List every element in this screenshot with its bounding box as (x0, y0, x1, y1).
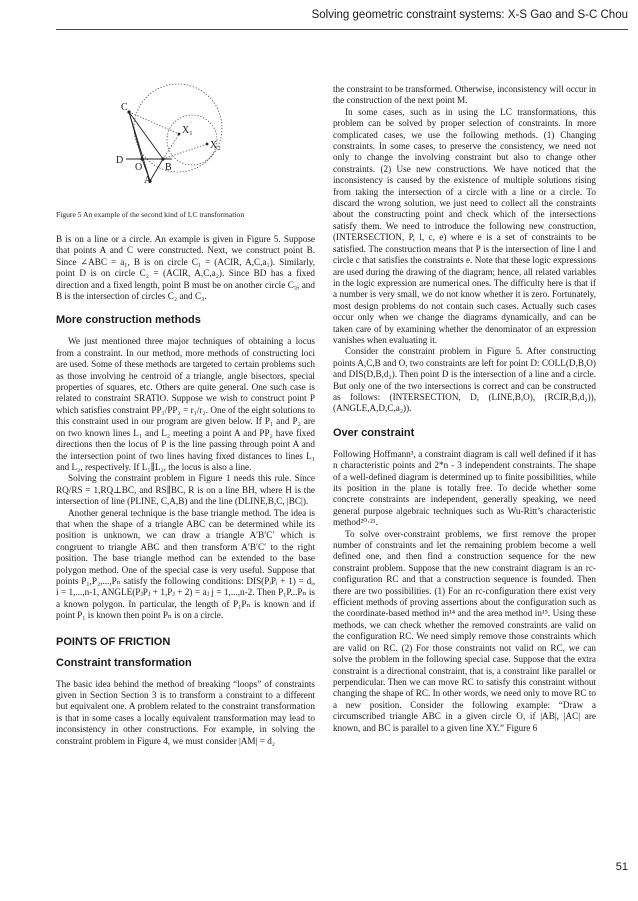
segment-b-x1 (163, 134, 179, 159)
paragraph-continuation: the constraint to be transformed. Otherwise, inconsistency will occur in the construction of the next point M. (333, 84, 596, 106)
paragraph-over-constraint-solving: To solve over-constraint problems, we first remove the proper number of constraints and let the remaining problem become a well defined one, and then find a construction sequence for the new constraint problem. Suppose that the new constraint diagram is an rc-configuration RC and that a construction sequence is founded. Then there are two possibilities. (1) For an rc-configuration there exist very efficient methods of proving assertions about the configuration such as the coordinate-based method in¹⁴ and the area method in¹⁵. Using these methods, we can check whether the removed constraints are valid on the configuration RC. We need simply remove those constraints which are valid on RC. (2) For those constraints not valid on RC, we can solve the problem in the following special case. Suppose that the extra constraint is a directional constraint, that is, a constraint like parallel or perpendicular. Then we can move RC to satisfy this constraint without changing the shape of RC. In other words, we need only to move RC to a new position. Consider the following example: “Draw a circumscribed triangle ABC in a given circle O, if |AB|, |AC| are known, and BC is parallel to a given line XY.” Figure 6 (333, 528, 596, 733)
paragraph-constraint-transformation: The basic idea behind the method of breaking “loops” of constraints given in Section Section 3 is to transform a constraint to a different but equivalent one. A problem related to the constraint transformation is that in some cases a locally equivalent transformation may lead to inconsistency in other constructions. For example, in solving the constraint problem in Figure 4, we must consider |AM| = d₂ (56, 678, 315, 746)
paragraph-locus-example: B is on a line or a circle. An example is given in Figure 5. Suppose that points A and C were constructed. Next, we construct point B. Since ∠ABC = a₁, B is on circle C₁ = (ACIR, A,C,a₁). Similarly, point D is on circle C₂ = (ACIR, A,C,a₂). Since BD has a fixed direction and a fixed length, point B must be on another circle C₃, and B is the intersection of circles C₂ and C₃. (56, 234, 315, 302)
segment-cd (129, 112, 142, 159)
figure-5-caption: Figure 5 An example of the second kind of LC transformation (56, 210, 245, 219)
paragraph-figure1-rule: Solving the constraint problem in Figure 1 needs this rule. Since RQ/RS = 1,RQ⊥BC, and RS∥BC, R is on a line BH, where H is the intersection of line (PLINE, C,A,B) and the line (DLINE,B,C, |BC|). (56, 473, 315, 507)
section-heading-more-construction: More construction methods (56, 314, 201, 327)
segment-ba (150, 159, 163, 181)
section-heading-points-of-friction: POINTS OF FRICTION (56, 635, 171, 648)
header-rule (56, 29, 628, 30)
label-a: A (144, 175, 152, 184)
left-column (56, 210, 315, 747)
label-b: B (165, 162, 172, 173)
point-c (127, 110, 130, 113)
page-number: 51 (615, 861, 628, 873)
running-header: Solving geometric constraint systems: X-S Gao and S-C Chou (311, 9, 628, 21)
right-column (333, 84, 596, 734)
figure-5-diagram (104, 82, 244, 184)
paragraph-base-triangle: Another general technique is the base triangle method. The idea is that when the shape of a triangle ABC can be determined while its position is unknown, we can draw a triangle A′B′C′ which is congruent to triangle ABC and then transform A′B′C′ to the right position. The base triangle method can be extended to the base polygon method. One of the special case is very useful. Suppose that points P₁,P₂,...,Pₙ satisfy the following conditions: DIS(PᵢPᵢ + 1) = dᵢ, i = 1,...,n-1, ANGLE(PⱼPⱼ + 1,Pⱼ + 2) = aⱼ j = 1,...,n-2. Then P₁P...Pₙ is a known polygon. In particular, the length of P₁Pₙ is known and if point P₁ is known then point Pₙ is on a circle. (56, 507, 315, 621)
label-o: O (135, 162, 143, 173)
point-x2 (206, 143, 209, 146)
paragraph-construction-methods: We just mentioned three major techniques of obtaining a locus from a constraint. In our method, more methods of constructing loci are used. Some of these methods are targeted to certain problems such as those involving he centroid of a triangle, angle bisectors, special properties of squares, etc. Others are quite general. One such case is related to constraint SRATIO. Suppose we wish to construct point P which satisfies constraint PP₁/PP₂ = r₁/r₂. One of the eight solutions to this constraint used in our program are given below. If P₁ and P₂ are on two known lines L₁ and L₂ meeting a point A and PP₂ have fixed directions then the locus of P is the line passing through point A and the intersection point of two lines having fixed distances to lines L₁ and L₂, respectively. If L₁∥L₂, the locus is also a line. (56, 336, 315, 472)
paragraph-hoffmann: Following Hoffmann³, a constraint diagram is call well defined if it has n characteristic points and 2*n - 3 independent constraints. The shape of a well-defined diagram is determined up to finite possibilities, while its position in the plane is totally free. To decide whether some concrete constraints are independent, generally speaking, we need general purpose algebraic techniques such as Wu-Ritt’s characteristic method²⁰·²¹. (333, 448, 596, 528)
section-heading-over-constraint: Over constraint (333, 426, 415, 439)
paragraph-consistency-methods: In some cases, such as in using the LC transformations, this problem can be solved by proper selection of constraints. In more complicated cases, we use the following methods. (1) Changing constraints. In some cases, to preserve the consistency, we need not only to change the involving constraint but also to change other constraints. (2) Use new constructions. We have noticed that the inconsistency is caused by the existence of multiple solutions rising from taking the intersection of a circle with a line or a circle. To discard the wrong solution, we just need to collect all the constraints about the constructing point and check which of the intersections satisfy them. We need to introduce the following new construction, (INTERSECTION, P, l, c, e) where e is a set of constraints to be satisfied. The construction means that P is the intersection of line l and circle c that satisfies the constraints e. Note that these logic expressions are used during the drawing of the diagram; hence, all related variables in the logic expression are numerical ones. The difficulty here is that if a number is very small, we do not know whether it is zero. Fortunately, most design problems do not contain such cases. Actually such cases occur only when we change the diagrams dynamically, and can be taken care of by examining whether the denominator of an expression vanishes when evaluating it. (333, 106, 596, 345)
label-x2: X₂ (210, 140, 221, 151)
point-b (161, 157, 164, 160)
label-c: C (121, 102, 128, 113)
paragraph-figure5-consider: Consider the constraint problem in Figure 5. After constructing points A,C,B and O, two constraints are left for point D: COLL(D,B,O) and DIS(D,B,d₂). Then point D is the intersection of a line and a circle. But only one of the two intersections is correct and can be constructed as follows: (INTERSECTION, D, (LINE,B,O), (RCIR,B,d₂)), (ANGLE,A,D,C,a₂)). (333, 346, 596, 414)
point-o (140, 157, 143, 160)
label-d: D (116, 155, 124, 166)
point-x1 (178, 133, 181, 136)
section-heading-constraint-transformation: Constraint transformation (56, 656, 192, 669)
label-x1: X₁ (182, 125, 193, 136)
